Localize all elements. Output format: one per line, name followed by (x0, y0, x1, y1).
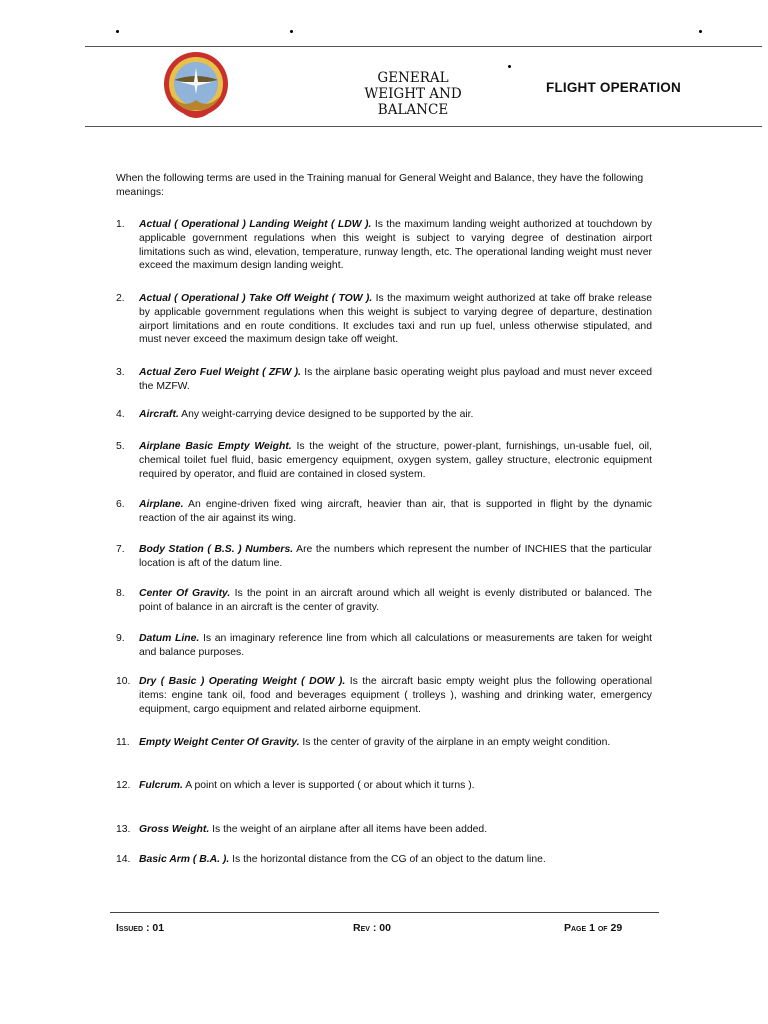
item-term: Center Of Gravity. (139, 588, 231, 599)
revision-number: Rev : 00 (353, 922, 391, 934)
item-term: Dry ( Basic ) Operating Weight ( DOW ). (139, 676, 346, 687)
section-title: FLIGHT OPERATION (546, 80, 681, 95)
stray-dot (290, 30, 293, 33)
item-definition: An engine-driven fixed wing aircraft, heavier than air, that is supported in flight by the dynamic reaction of the air against its wing. (139, 499, 652, 524)
item-text (139, 543, 652, 571)
item-number: 2. (116, 293, 125, 304)
item-definition: Is the airplane basic operating weight plus payload and must never exceed the MZFW. (139, 367, 653, 392)
item-definition: A point on which a lever is supported ( or about which it turns ). (182, 780, 475, 791)
item-text (139, 779, 652, 793)
item-text (139, 408, 652, 422)
item-text (139, 853, 652, 867)
issued-number: Issued : 01 (116, 922, 165, 934)
item-term: Datum Line. (139, 633, 200, 644)
stray-dot (116, 30, 119, 33)
item-text (139, 675, 652, 716)
item-number: 1. (116, 219, 125, 230)
intro-paragraph: When the following terms are used in the Training manual for General Weight and Balance, they have the following meanings: (116, 173, 644, 198)
item-text (139, 823, 652, 837)
item-number: 14. (116, 854, 131, 865)
item-definition: Any weight-carrying device designed to be supported by the air. (178, 409, 474, 420)
item-text (139, 440, 652, 481)
item-number: 7. (116, 544, 125, 555)
item-definition: Is the maximum landing weight authorized at touchdown by applicable government regulations when this weight is subject to varying degree of destination airport limitations such as wind, elevation, temperature, runway length, etc. The operational landing weight must never exceed the maximum design landing weight. (139, 219, 652, 272)
header-top-rule (85, 46, 762, 47)
academy-emblem-icon (160, 50, 232, 124)
footer-rule (110, 912, 659, 913)
page-number: Page 1 of 29 (564, 922, 623, 934)
item-text (139, 366, 652, 394)
item-term: Aircraft. (139, 409, 179, 420)
item-number: 3. (116, 367, 125, 378)
item-term: Airplane Basic Empty Weight. (139, 441, 292, 452)
item-term: Body Station ( B.S. ) Numbers. (139, 544, 294, 555)
document-body (116, 172, 653, 865)
item-term: Empty Weight Center Of Gravity. (139, 737, 300, 748)
item-number: 9. (116, 633, 125, 644)
document-title (330, 70, 496, 118)
item-text (139, 736, 652, 750)
title-line-general: GENERAL (377, 70, 449, 86)
item-definition: Is the weight of an airplane after all items have been added. (209, 824, 488, 835)
item-term: Basic Arm ( B.A. ). (139, 854, 230, 865)
item-definition: Is the maximum weight authorized at take off brake release by applicable government regulations when this weight is subject to varying degree of departure, destination airport limitations and en route conditions. It excludes taxi and run up fuel, unless otherwise stipulated, and must never exceed the maximum design take off weight. (139, 293, 652, 346)
item-definition: Is an imaginary reference line from which all calculations or measurements are taken for weight and balance purposes. (139, 633, 652, 658)
header-bottom-rule (85, 126, 762, 127)
item-definition: Is the point in an aircraft around which all weight is evenly distributed or balanced. The point of balance in an aircraft is the center of gravity. (139, 588, 652, 613)
item-text (139, 632, 652, 660)
item-number: 10. (116, 676, 131, 687)
item-definition: Is the weight of the structure, power-plant, furnishings, un-usable fuel, oil, chemical toilet fuel fluid, basic emergency equipment, oxygen system, galley structure, electronic equipment required by operator, and fluid are contained in closed system. (139, 441, 652, 480)
item-text (139, 292, 652, 347)
item-definition: Are the numbers which represent the number of INCHIES that the particular location is aft of the datum line. (139, 544, 652, 569)
item-number: 4. (116, 409, 125, 420)
item-text (139, 587, 652, 615)
stray-dot (508, 65, 511, 68)
item-term: Actual ( Operational ) Landing Weight ( LDW ). (139, 219, 372, 230)
item-number: 13. (116, 824, 131, 835)
item-number: 12. (116, 780, 131, 791)
item-term: Fulcrum. (139, 780, 183, 791)
title-line-weight-balance: WEIGHT AND BALANCE (364, 86, 462, 118)
item-definition: Is the horizontal distance from the CG of an object to the datum line. (229, 854, 546, 865)
item-definition: Is the aircraft basic empty weight plus the following operational items: engine tank oil, food and beverages equipment ( trolleys ), washing and drinking water, emergency equipment, cargo equipment and related airborne equipment. (139, 676, 652, 715)
item-number: 11. (116, 737, 130, 748)
item-term: Airplane. (139, 499, 184, 510)
item-text (139, 218, 652, 273)
item-term: Gross Weight. (139, 824, 210, 835)
item-number: 6. (116, 499, 125, 510)
stray-dot (699, 30, 702, 33)
item-number: 5. (116, 441, 125, 452)
item-definition: Is the center of gravity of the airplane in an empty weight condition. (299, 737, 611, 748)
item-number: 8. (116, 588, 125, 599)
item-term: Actual ( Operational ) Take Off Weight ( TOW ). (139, 293, 373, 304)
item-text (139, 498, 652, 526)
item-term: Actual Zero Fuel Weight ( ZFW ). (139, 367, 301, 378)
